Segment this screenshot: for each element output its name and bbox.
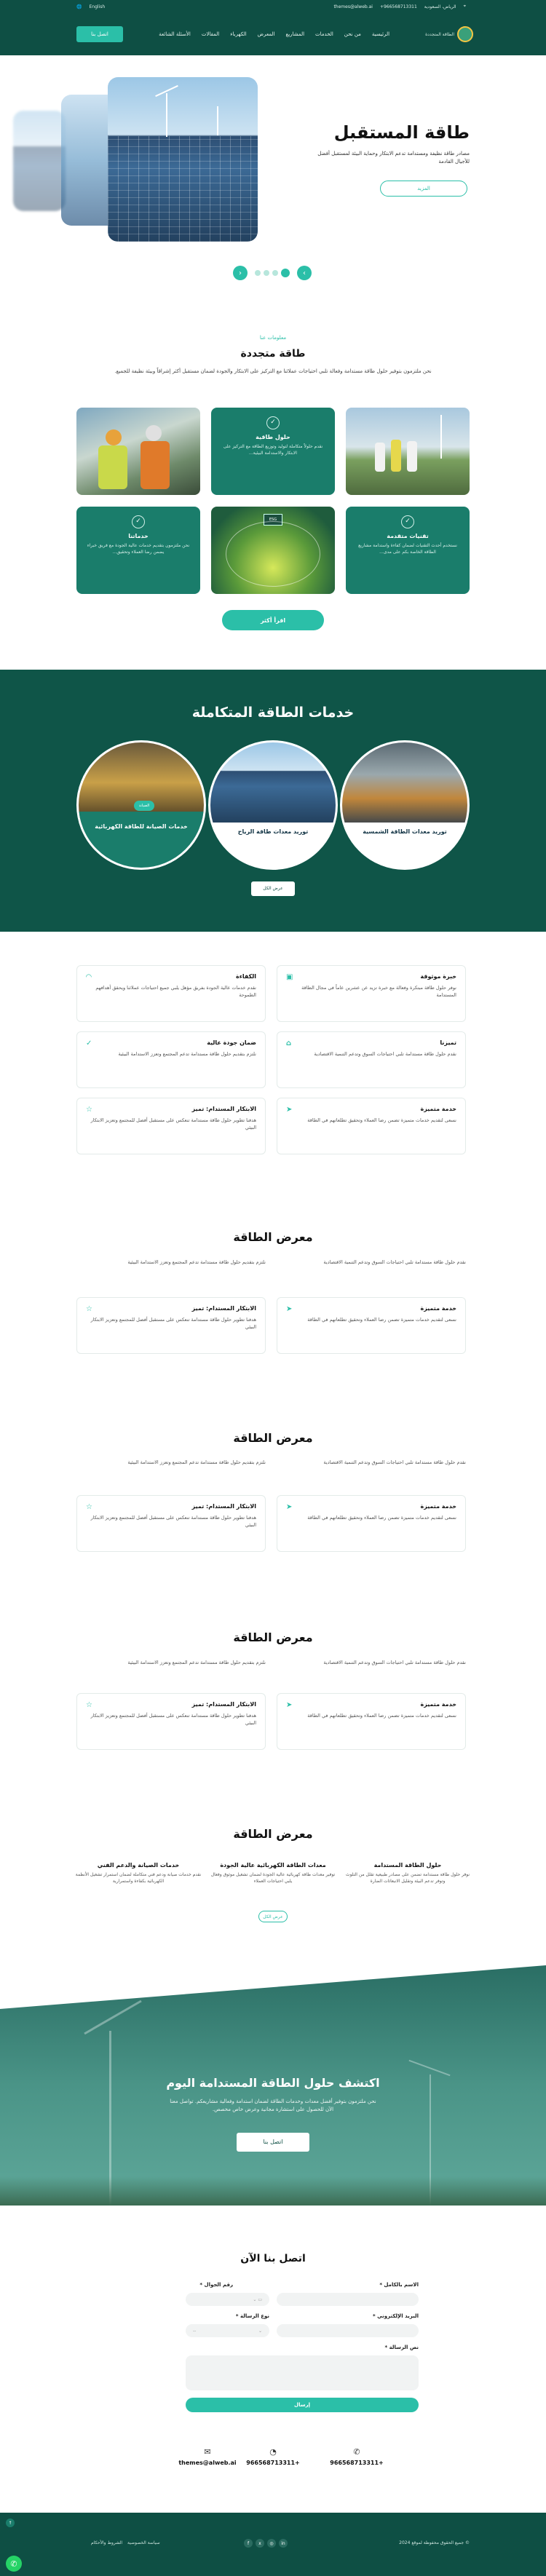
feature-card <box>76 1098 266 1154</box>
type-select-value: -- <box>193 2328 197 2334</box>
lock-icon: ⌂ <box>286 1039 292 1047</box>
hero-title: طاقة المستقبل <box>333 122 470 143</box>
gallery-snippet: نلتزم بتقديم حلول طاقة مستدامة تدعم المجتمع وتعزز الاستدامة البيئية <box>127 1459 266 1465</box>
service-label: توريد معدات طاقة الرياح <box>237 828 309 835</box>
feature-title: خدمة متميزة <box>420 1106 456 1112</box>
gallery-column-desc: نقدم خدمات صيانة ودعم فني متكاملة لضمان استمرار تشغيل الأنظمة الكهربائية بكفاءة واستمرارية <box>75 1872 202 1884</box>
gallery-column <box>207 1862 339 1885</box>
check-circle-icon: ✓ <box>266 416 280 429</box>
hero-subtitle: مصادر طاقة نظيفة ومستدامة تدعم الابتكار وحماية البيئة لمستقبل أفضل للأجيال القادمة <box>317 151 470 165</box>
feature-title: الابتكار المستدام: تميز <box>191 1305 256 1312</box>
about-photo-green-energy: ESG <box>211 507 335 594</box>
feature-title: خدمة متميزة <box>420 1305 456 1312</box>
phone-label: رقم الجوال * <box>199 2282 233 2288</box>
feature-card <box>277 1693 466 1750</box>
top-bar <box>0 0 546 13</box>
footer-copyright: © جميع الحقوق محفوظة لموقع 2024 <box>399 2540 470 2545</box>
nav-item-about[interactable]: من نحن <box>344 31 361 37</box>
contact-whatsapp[interactable] <box>240 2447 306 2466</box>
send-icon: ➤ <box>286 1305 293 1313</box>
nav-item-articles[interactable]: المقالات <box>201 31 220 37</box>
gallery-column-title: حلول الطاقة المستدامة <box>373 1862 442 1868</box>
whatsapp-icon: ◔ <box>269 2447 277 2457</box>
feature-desc: نقدم حلول طاقة مستدامة تلبي احتياجات السوق وتدعم التنمية الاقتصادية <box>314 1051 456 1057</box>
feature-desc: نسعى لتقديم خدمات متميزة تضمن رضا العملاء وتحقيق تطلعاتهم في الطاقة <box>307 1317 456 1323</box>
name-input[interactable] <box>277 2293 419 2306</box>
feature-card <box>277 1297 466 1354</box>
scroll-top-icon[interactable]: ↑ <box>6 2518 15 2527</box>
gallery-snippet: نقدم حلول طاقة مستدامة تلبي احتياجات السوق وتدعم التنمية الاقتصادية <box>323 1660 466 1665</box>
feature-title: الابتكار المستدام: تميز <box>191 1106 256 1112</box>
contact-email-text: themes@alweb.ai <box>178 2460 237 2466</box>
feature-card <box>76 1495 266 1552</box>
footer-link-terms[interactable]: الشروط والأحكام <box>91 2540 123 2545</box>
footer <box>0 2513 546 2576</box>
gallery-snippet: نلتزم بتقديم حلول طاقة مستدامة تدعم المجتمع وتعزز الاستدامة البيئية <box>127 1660 266 1665</box>
feature-card <box>76 1693 266 1750</box>
feature-card <box>277 1495 466 1552</box>
feature-desc: هدفنا تطوير حلول طاقة مستدامة تنعكس على مستقبل أفضل للمجتمع وتعزيز الابتكار البيئي <box>90 1317 256 1330</box>
service-circle-wind[interactable] <box>208 740 338 870</box>
nav-item-projects[interactable]: المشاريع <box>285 31 305 37</box>
logo-mark-icon <box>457 26 473 42</box>
message-label: نص الرسالة * <box>384 2345 419 2350</box>
card-desc: نستخدم أحدث التقنيات لضمان كفاءة واستدامة مشاريع الطاقة الخاصة بكم على مدى... <box>358 543 457 555</box>
form-title: اتصل بنا الآن <box>240 2253 306 2264</box>
card-title: تقنيات متقدمة <box>387 533 429 539</box>
service-circle-maintenance[interactable] <box>76 740 206 870</box>
mail-icon: ✉ <box>204 2447 211 2457</box>
contact-email[interactable] <box>175 2447 240 2466</box>
gallery-title: معرض الطاقة <box>233 1827 313 1841</box>
twitter-icon[interactable]: x <box>256 2539 264 2548</box>
location-text: الرياض، السعودية <box>424 4 456 9</box>
gallery-column <box>73 1862 204 1885</box>
chevron-down-icon: ⌄ <box>258 2328 262 2334</box>
nav-item-services[interactable]: الخدمات <box>315 31 333 37</box>
feature-desc: نوفر حلول طاقة مبتكرة وفعالة مع خبرة تزيد عن عشرين عاماً في مجال الطاقة المستدامة <box>301 985 456 998</box>
linkedin-icon[interactable]: in <box>279 2539 288 2548</box>
language-switch[interactable]: English <box>89 4 106 9</box>
feature-title: تميزنا <box>440 1039 456 1046</box>
nav-contact-button[interactable]: اتصل بنا <box>76 26 123 42</box>
cta-text: نحن ملتزمون بتوفير أفضل معدات وخدمات الطاقة لضمان استدامة وفعالية مشاريعكم. تواصل معنا الآن للحصول على استشارة مجانية وعرض خاص مخصص. <box>170 2099 376 2113</box>
slider-dot[interactable] <box>272 270 278 276</box>
send-icon: ➤ <box>286 1701 293 1709</box>
check-circle-icon: ✓ <box>86 1039 92 1047</box>
feature-card <box>76 965 266 1022</box>
about-title: طاقة متجددة <box>240 348 306 360</box>
feature-desc: هدفنا تطوير حلول طاقة مستدامة تنعكس على مستقبل أفضل للمجتمع وتعزيز الابتكار البيئي <box>90 1117 256 1130</box>
phone-text[interactable]: +966568713311 <box>379 4 417 9</box>
slider-dot-active[interactable] <box>281 269 290 277</box>
feature-desc: نقدم خدمات عالية الجودة بفريق مؤهل يلبي جميع احتياجات عملائنا ويحقق أهدافهم الطموحة <box>95 985 256 998</box>
star-icon: ☆ <box>86 1503 92 1511</box>
cta-title: اكتشف حلول الطاقة المستدامة اليوم <box>166 2076 380 2090</box>
card-desc: نقدم حلولاً متكاملة لتوليد وتوزيع الطاقة مع التركيز على الابتكار والاستدامة البيئية... <box>223 444 323 456</box>
feature-card <box>277 965 466 1022</box>
check-circle-icon: ✓ <box>401 515 414 528</box>
send-icon: ➤ <box>286 1106 293 1114</box>
star-icon: ☆ <box>86 1305 92 1313</box>
feature-desc: نسعى لتقديم خدمات متميزة تضمن رضا العملاء وتحقيق تطلعاتهم في الطاقة <box>307 1117 456 1123</box>
nav-item-home[interactable]: الرئيسية <box>371 31 390 37</box>
send-icon: ➤ <box>286 1503 293 1511</box>
calendar-icon: ▣ <box>286 973 293 981</box>
gallery-snippet: نقدم حلول طاقة مستدامة تلبي احتياجات السوق وتدعم التنمية الاقتصادية <box>323 1459 466 1465</box>
feature-card <box>76 1031 266 1088</box>
feature-card <box>277 1098 466 1154</box>
main-nav <box>0 13 546 55</box>
name-label: الاسم بالكامل * <box>379 2282 419 2288</box>
card-title: حلول طاقية <box>256 434 290 440</box>
feature-desc: نسعى لتقديم خدمات متميزة تضمن رضا العملاء وتحقيق تطلعاتهم في الطاقة <box>307 1515 456 1521</box>
slider-dot[interactable] <box>264 270 269 276</box>
service-badge: الصيانة <box>134 801 154 811</box>
star-icon: ☆ <box>86 1106 92 1114</box>
gallery-column-desc: نوفر حلول طاقة مستدامة تضمن على مصادر طبيعية تقلل من التلوث وتوفر تدعم البيئة وتقليل الانبعاثات الضارة <box>345 1872 470 1884</box>
site-logo[interactable] <box>425 26 473 42</box>
feature-desc: نلتزم بتقديم حلول طاقة مستدامة تدعم المجتمع وتعزز الاستدامة البيئية <box>118 1051 256 1057</box>
about-photo-workers <box>76 408 200 495</box>
globe-icon[interactable]: 🌐 <box>76 4 82 9</box>
about-card-services <box>76 507 200 594</box>
wifi-icon: ◠ <box>86 973 92 981</box>
feature-desc: هدفنا تطوير حلول طاقة مستدامة تنعكس على مستقبل أفضل للمجتمع وتعزيز الابتكار البيئي <box>90 1713 256 1726</box>
services-view-all-button[interactable]: عرض الكل <box>251 881 295 896</box>
about-card-technology <box>346 507 470 594</box>
nav-item-gallery[interactable]: المعرض <box>257 31 275 37</box>
star-icon: ☆ <box>86 1701 92 1709</box>
gallery-column-title: خدمات الصيانة والدعم الفني <box>97 1862 180 1868</box>
email-label: البريد الإلكتروني * <box>372 2313 419 2319</box>
slider-prev-arrow-icon[interactable]: ‹ <box>233 266 248 280</box>
hero-main-image <box>108 77 258 242</box>
cta-contact-button[interactable]: اتصل بنا <box>237 2133 309 2152</box>
gallery-column-title: معدات الطاقة الكهربائية عالية الجودة <box>220 1862 326 1868</box>
feature-title: الابتكار المستدام: تميز <box>191 1503 256 1510</box>
service-label: توريد معدات الطاقة الشمسية <box>363 828 447 835</box>
contact-phone-text: +966568713311 <box>246 2460 300 2466</box>
feature-title: خدمة متميزة <box>420 1701 456 1708</box>
gallery-title: معرض الطاقة <box>233 1230 313 1244</box>
whatsapp-float-icon[interactable]: ✆ <box>6 2556 22 2572</box>
slider-next-arrow-icon[interactable]: › <box>297 266 312 280</box>
about-card-solutions <box>211 408 335 495</box>
feature-title: ضمان جودة عالية <box>207 1039 256 1046</box>
gallery-snippet: نلتزم بتقديم حلول طاقة مستدامة تدعم المجتمع وتعزز الاستدامة البيئية <box>127 1259 266 1265</box>
feature-card <box>76 1297 266 1354</box>
type-label: نوع الرسالة * <box>235 2313 269 2319</box>
email-input[interactable] <box>277 2324 419 2337</box>
services-title: خدمات الطاقة المتكاملة <box>191 705 355 721</box>
hero-more-button[interactable]: المزيد <box>380 181 467 197</box>
footer-link-privacy[interactable]: سياسة الخصوصية <box>127 2540 160 2545</box>
nav-menu <box>159 31 389 37</box>
nav-item-faq[interactable]: الأسئلة الشائعة <box>159 31 191 37</box>
about-photo-wind <box>346 408 470 495</box>
card-desc: نحن ملتزمون بتقديم خدمات عالية الجودة مع فريق خبراء يضمن رضا العملاء وتحقيق... <box>87 543 190 555</box>
gallery-title: معرض الطاقة <box>233 1630 313 1644</box>
gallery-column-desc: توفير معدات طاقة كهربائية عالية الجودة لضمان تشغيل موثوق وفعال يلبي احتياجات العملاء <box>210 1872 336 1884</box>
location-icon: ⌖ <box>463 4 466 9</box>
email-text[interactable]: themes@alweb.ai <box>333 4 373 9</box>
facebook-icon[interactable]: f <box>244 2539 253 2548</box>
gallery-view-all-button[interactable]: عرض الكل <box>258 1911 288 1922</box>
feature-title: خبرة موثوقة <box>420 973 456 980</box>
gallery-title: معرض الطاقة <box>233 1431 313 1445</box>
feature-card <box>277 1031 466 1088</box>
contact-phone-1[interactable] <box>324 2447 389 2466</box>
logo-text: الطاقة المتجددة <box>425 31 454 37</box>
instagram-icon[interactable]: ◎ <box>267 2539 276 2548</box>
feature-title: الكفاءة <box>236 973 256 980</box>
check-circle-icon: ✓ <box>132 515 145 528</box>
phone-icon: ✆ <box>353 2447 360 2457</box>
phone-input[interactable] <box>186 2293 269 2306</box>
hero-slide-image-far <box>13 111 66 211</box>
contact-phone-text: +966568713311 <box>330 2460 384 2466</box>
service-label: خدمات الصيانة للطاقة الكهربائية <box>95 823 188 830</box>
nav-item-electricity[interactable]: الكهرباء <box>230 31 247 37</box>
feature-desc: نسعى لتقديم خدمات متميزة تضمن رضا العملاء وتحقيق تطلعاتهم في الطاقة <box>307 1713 456 1719</box>
gallery-snippet: نقدم حلول طاقة مستدامة تلبي احتياجات السوق وتدعم التنمية الاقتصادية <box>323 1259 466 1265</box>
feature-title: الابتكار المستدام: تميز <box>191 1701 256 1708</box>
form-submit-button[interactable]: إرسال <box>186 2398 419 2412</box>
message-textarea[interactable] <box>186 2355 419 2390</box>
slider-dot[interactable] <box>255 270 261 276</box>
about-text: نحن ملتزمون بتوفير حلول طاقة مستدامة وفعالة تلبي احتياجات عملائنا مع التركيز على الابتكار والجودة لضمان مستقبل أكثر إشراقاً وبيئة نظيفة للجميع. <box>114 368 432 374</box>
read-more-button[interactable]: اقرأ أكثر <box>222 610 324 630</box>
card-title: خدماتنا <box>128 533 149 539</box>
about-tag: معلومات عنا <box>259 335 287 341</box>
service-circle-solar[interactable] <box>340 740 470 870</box>
feature-title: خدمة متميزة <box>420 1503 456 1510</box>
country-flag-icon: ▭ ⌄ <box>253 2296 262 2302</box>
gallery-column <box>342 1862 473 1885</box>
type-select[interactable] <box>186 2324 269 2337</box>
feature-desc: هدفنا تطوير حلول طاقة مستدامة تنعكس على مستقبل أفضل للمجتمع وتعزيز الابتكار البيئي <box>90 1515 256 1528</box>
